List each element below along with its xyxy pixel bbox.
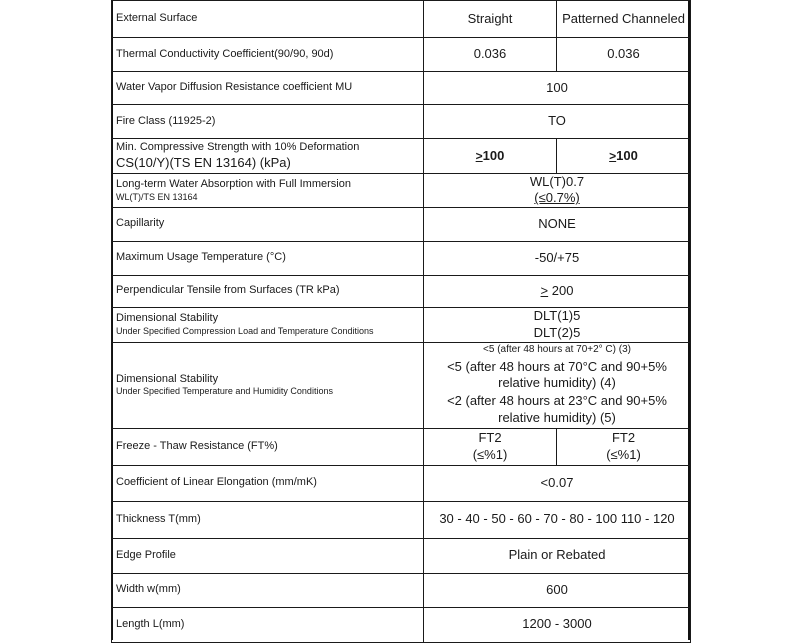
freeze-straight-value	[424, 428, 557, 465]
tensile-number: 200	[548, 282, 574, 298]
dim-humidity-value-line1: <5 (after 48 hours at 70+2° C) (3)	[483, 344, 631, 356]
freeze-patterned-value	[557, 428, 691, 465]
length-label: Length L(mm)	[112, 607, 424, 642]
dim-load-value-line2: DLT(2)5	[533, 324, 581, 340]
header-external-surface: External Surface	[112, 1, 424, 38]
freeze-patterned-line1: FT2	[611, 430, 636, 446]
compressive-patterned-value	[557, 139, 691, 174]
elongation-value: <0.07	[424, 465, 691, 501]
technical-spec-table	[111, 0, 691, 643]
table-row-vapor	[112, 72, 691, 105]
compressive-label-line1: Min. Compressive Strength with 10% Deformation	[116, 141, 360, 153]
compressive-straight-symbol: >	[475, 148, 483, 163]
vapor-label: Water Vapor Diffusion Resistance coefficient MU	[112, 72, 424, 105]
table-row-thermal	[112, 38, 691, 72]
table-row-capillarity	[112, 207, 691, 241]
table-row-dim-humidity	[112, 342, 691, 428]
tensile-label: Perpendicular Tensile from Surfaces (TR kPa)	[112, 275, 424, 307]
compressive-straight-value	[424, 139, 557, 174]
thickness-label: Thickness T(mm)	[112, 501, 424, 538]
width-value: 600	[424, 573, 691, 607]
compressive-label	[112, 139, 424, 174]
thermal-label: Thermal Conductivity Coefficient(90/90, 90d)	[112, 38, 424, 72]
dim-load-label	[112, 307, 424, 342]
header-patterned-channeled: Patterned Channeled	[557, 1, 691, 38]
dim-load-value	[424, 307, 691, 342]
table-row-compressive	[112, 139, 691, 174]
compressive-straight-number: 100	[482, 147, 505, 163]
dim-humidity-label-line2: Under Specified Temperature and Humidity Conditions	[116, 386, 333, 397]
absorption-value-line2: (≤0.7%)	[534, 190, 580, 206]
edge-label: Edge Profile	[112, 538, 424, 573]
max-temp-label: Maximum Usage Temperature (°C)	[112, 241, 424, 275]
fire-value: TO	[424, 105, 691, 139]
freeze-straight-line1: FT2	[478, 430, 502, 446]
capillarity-value: NONE	[424, 207, 691, 241]
max-temp-value: -50/+75	[424, 241, 691, 275]
dim-load-label-line2: Under Specified Compression Load and Temperature Conditions	[116, 325, 374, 336]
table-row-dim-load	[112, 307, 691, 342]
tensile-value	[424, 275, 691, 307]
thermal-straight-value: 0.036	[424, 38, 557, 72]
dim-load-label-line1: Dimensional Stability	[116, 312, 219, 324]
absorption-label	[112, 174, 424, 208]
absorption-value	[424, 174, 691, 208]
table-row-header	[112, 1, 691, 38]
dim-humidity-value-line3: <2 (after 48 hours at 23°C and 90+5% relative humidity) (5)	[447, 393, 667, 425]
table-row-freeze	[112, 428, 691, 465]
edge-value: Plain or Rebated	[424, 538, 691, 573]
table-row-absorption	[112, 174, 691, 208]
table-row-thickness	[112, 501, 691, 538]
compressive-patterned-number: 100	[616, 147, 638, 163]
thickness-value: 30 - 40 - 50 - 60 - 70 - 80 - 100 110 - 120	[424, 501, 691, 538]
dim-humidity-label-line1: Dimensional Stability	[116, 372, 219, 385]
length-value: 1200 - 3000	[424, 607, 691, 642]
freeze-label: Freeze - Thaw Resistance (FT%)	[112, 428, 424, 465]
capillarity-label: Capillarity	[112, 207, 424, 241]
dim-humidity-value	[424, 342, 691, 428]
table-row-tensile	[112, 275, 691, 307]
table-row-width	[112, 573, 691, 607]
absorption-label-line2: WL(T)/TS EN 13164	[116, 191, 198, 202]
header-straight: Straight	[424, 1, 557, 38]
absorption-label-line1: Long-term Water Absorption with Full Immersion	[116, 177, 351, 190]
table-row-length	[112, 607, 691, 642]
tensile-symbol: >	[540, 282, 549, 298]
table-row-elongation	[112, 465, 691, 501]
compressive-patterned-symbol: >	[609, 148, 617, 163]
compressive-label-line2: CS(10/Y)(TS EN 13164) (kPa)	[116, 154, 291, 170]
dim-load-value-line1: DLT(1)5	[533, 308, 581, 324]
vapor-value: 100	[424, 72, 691, 105]
table-row-fire	[112, 105, 691, 139]
table-row-edge	[112, 538, 691, 573]
freeze-straight-line2: (≤%1)	[472, 446, 508, 462]
width-label: Width w(mm)	[112, 573, 424, 607]
dim-humidity-label	[112, 342, 424, 428]
elongation-label: Coefficient of Linear Elongation (mm/mK)	[112, 465, 424, 501]
fire-label: Fire Class (11925-2)	[112, 105, 424, 139]
freeze-patterned-line2: (≤%1)	[606, 446, 641, 462]
absorption-value-line1: WL(T)0.7	[529, 174, 585, 189]
thermal-patterned-value: 0.036	[557, 38, 691, 72]
table-row-max-temp	[112, 241, 691, 275]
dim-humidity-value-line2: <5 (after 48 hours at 70°C and 90+5% relative humidity) (4)	[447, 358, 667, 390]
